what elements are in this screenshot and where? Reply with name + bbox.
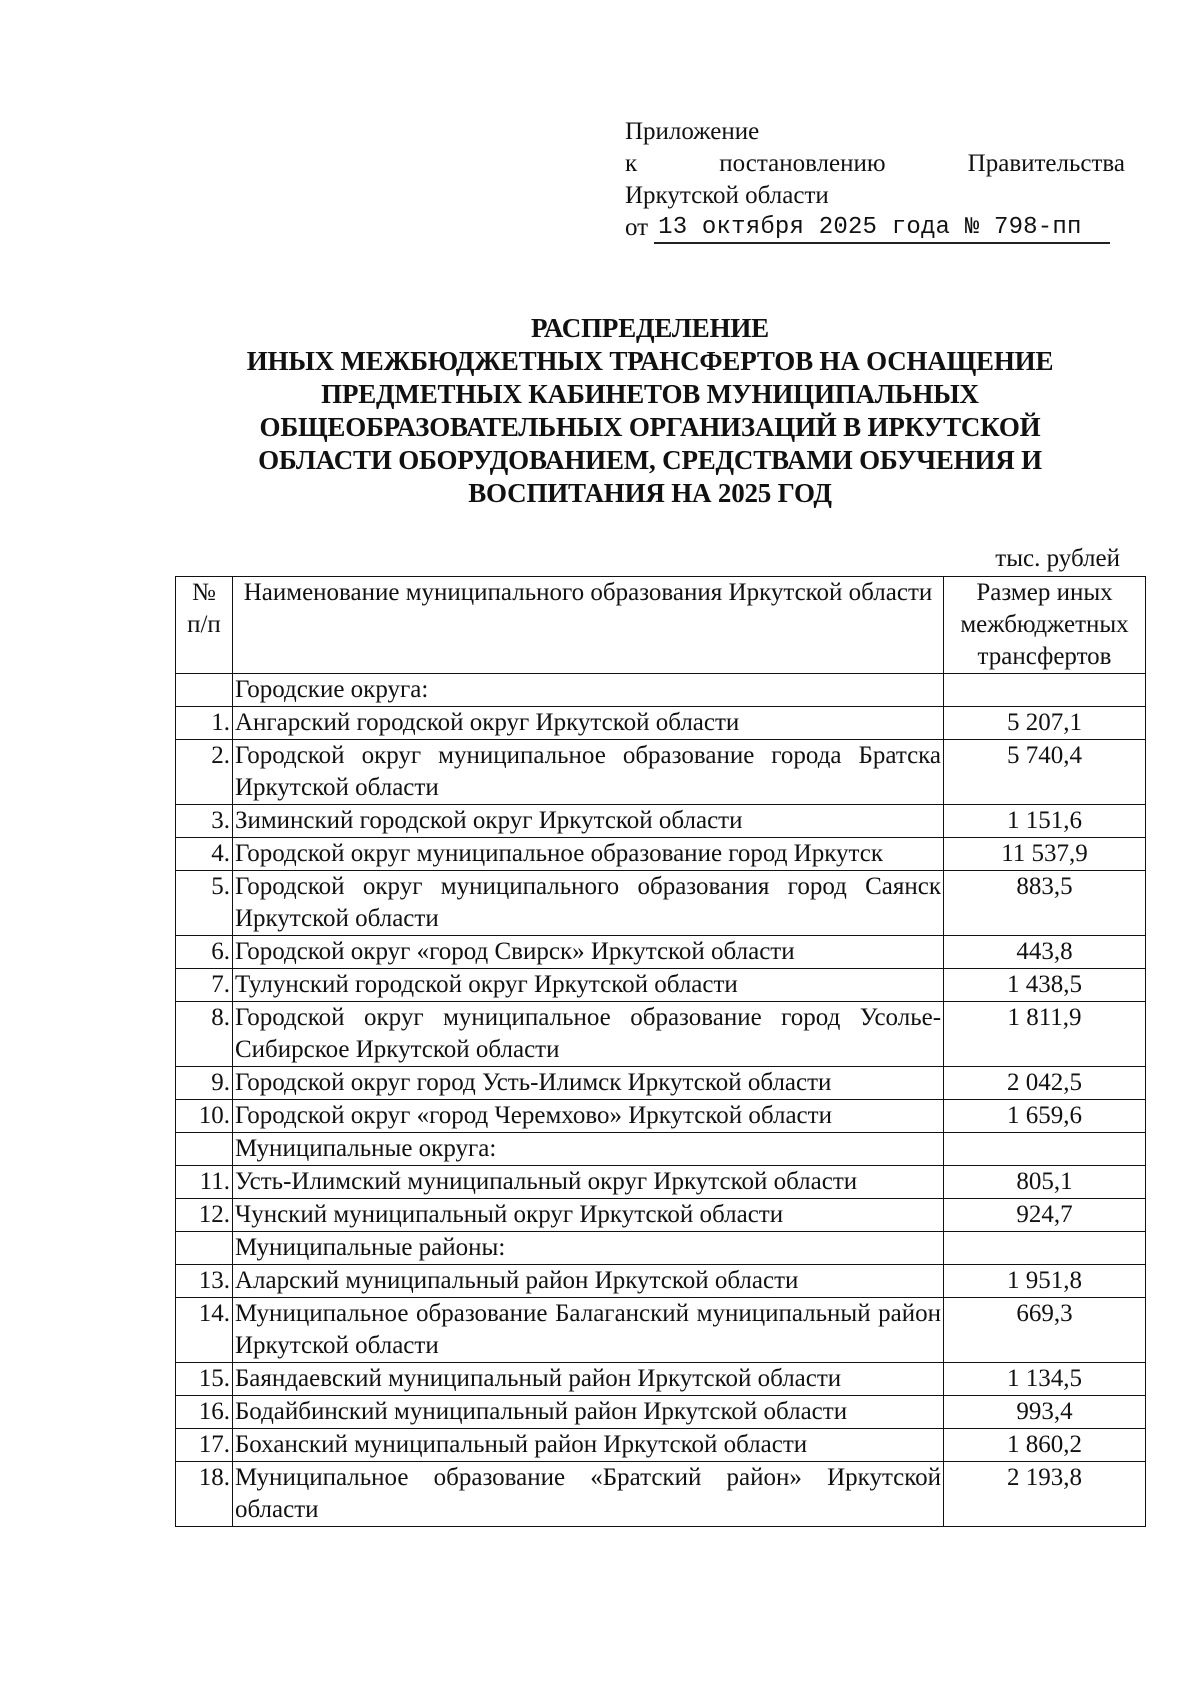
document-title <box>160 312 1140 510</box>
header-number-abbr: п/п <box>187 611 221 638</box>
row-number: 4. <box>176 838 233 871</box>
transfer-amount: 1 811,9 <box>944 1002 1146 1067</box>
transfer-amount: 2 193,8 <box>944 1462 1146 1527</box>
table-row <box>176 1100 1146 1133</box>
appendix-region: Иркутской области <box>625 182 829 209</box>
row-number: 18. <box>176 1462 233 1527</box>
appendix-date-value: 13 октября 2025 года № 798-пп <box>654 214 1110 244</box>
section-value-cell <box>944 1133 1146 1166</box>
row-number: 11. <box>176 1166 233 1199</box>
appendix-date-prefix: от <box>625 214 649 241</box>
municipality-name: Зиминский городской округ Иркутской области <box>232 805 943 838</box>
transfer-amount: 883,5 <box>944 871 1146 936</box>
row-number: 17. <box>176 1429 233 1462</box>
table-header-row <box>176 577 1146 674</box>
transfer-amount: 924,7 <box>944 1199 1146 1232</box>
transfer-amount: 443,8 <box>944 936 1146 969</box>
appendix-block <box>625 116 1125 244</box>
municipality-name: Баяндаевский муниципальный район Иркутской области <box>232 1363 943 1396</box>
header-amount-line: трансфертов <box>977 643 1112 670</box>
appendix-decree-line <box>625 148 1125 180</box>
table-row <box>176 740 1146 805</box>
table-body <box>176 674 1146 1527</box>
table-section-row <box>176 1232 1146 1265</box>
table-row <box>176 1298 1146 1363</box>
row-number: 13. <box>176 1265 233 1298</box>
row-number: 5. <box>176 871 233 936</box>
row-number: 7. <box>176 969 233 1002</box>
municipality-name: Городской округ «город Черемхово» Иркутской области <box>232 1100 943 1133</box>
row-number: 14. <box>176 1298 233 1363</box>
header-transfer-amount <box>944 577 1146 674</box>
municipality-name: Боханский муниципальный район Иркутской области <box>232 1429 943 1462</box>
table-row <box>176 838 1146 871</box>
section-number-cell <box>176 674 233 707</box>
municipality-name: Тулунский городской округ Иркутской области <box>232 969 943 1002</box>
title-line: ОБЩЕОБРАЗОВАТЕЛЬНЫХ ОРГАНИЗАЦИЙ В ИРКУТСКОЙ <box>259 412 1041 442</box>
transfer-amount: 1 151,6 <box>944 805 1146 838</box>
table-row <box>176 1002 1146 1067</box>
appendix-decree-word-3: Правительства <box>967 150 1125 177</box>
row-number: 6. <box>176 936 233 969</box>
section-number-cell <box>176 1232 233 1265</box>
table-row <box>176 1363 1146 1396</box>
municipality-name: Городской округ муниципальное образование города Братска Иркутской области <box>232 740 943 805</box>
transfer-amount: 1 860,2 <box>944 1429 1146 1462</box>
row-number: 16. <box>176 1396 233 1429</box>
municipality-name: Городской округ муниципального образования город Саянск Иркутской области <box>232 871 943 936</box>
transfer-amount: 2 042,5 <box>944 1067 1146 1100</box>
table-section-row <box>176 1133 1146 1166</box>
municipality-name: Городской округ муниципальное образование город Иркутск <box>232 838 943 871</box>
municipality-name: Усть-Илимский муниципальный округ Иркутской области <box>232 1166 943 1199</box>
transfer-amount: 805,1 <box>944 1166 1146 1199</box>
row-number: 8. <box>176 1002 233 1067</box>
transfer-amount: 1 438,5 <box>944 969 1146 1002</box>
title-line: ОБЛАСТИ ОБОРУДОВАНИЕМ, СРЕДСТВАМИ ОБУЧЕНИЯ И <box>258 445 1042 475</box>
transfer-amount: 11 537,9 <box>944 838 1146 871</box>
row-number: 1. <box>176 707 233 740</box>
municipality-name: Бодайбинский муниципальный район Иркутской области <box>232 1396 943 1429</box>
table-row <box>176 1462 1146 1527</box>
units-label: тыс. рублей <box>995 545 1120 572</box>
appendix-label: Приложение <box>625 118 760 145</box>
municipality-name: Муниципальное образование Балаганский муниципальный район Иркутской области <box>232 1298 943 1363</box>
municipality-name: Городской округ город Усть-Илимск Иркутской области <box>232 1067 943 1100</box>
header-number <box>176 577 233 674</box>
table-row <box>176 1199 1146 1232</box>
section-heading: Муниципальные округа: <box>232 1133 943 1166</box>
table-row <box>176 1429 1146 1462</box>
section-heading: Муниципальные районы: <box>232 1232 943 1265</box>
row-number: 9. <box>176 1067 233 1100</box>
table-row <box>176 1396 1146 1429</box>
appendix-decree-word-2: постановлению <box>719 150 886 177</box>
municipality-name: Городской округ муниципальное образование город Усолье-Сибирское Иркутской области <box>232 1002 943 1067</box>
title-line: ПРЕДМЕТНЫХ КАБИНЕТОВ МУНИЦИПАЛЬНЫХ <box>321 379 979 409</box>
row-number: 3. <box>176 805 233 838</box>
table-row <box>176 1166 1146 1199</box>
title-line: ИНЫХ МЕЖБЮДЖЕТНЫХ ТРАНСФЕРТОВ НА ОСНАЩЕНИЕ <box>246 346 1054 376</box>
header-amount-line: межбюджетных <box>960 611 1129 638</box>
section-value-cell <box>944 674 1146 707</box>
row-number: 10. <box>176 1100 233 1133</box>
table-row <box>176 936 1146 969</box>
transfer-amount: 5 740,4 <box>944 740 1146 805</box>
transfer-amount: 5 207,1 <box>944 707 1146 740</box>
appendix-decree-word-1: к <box>625 150 638 177</box>
table-row <box>176 969 1146 1002</box>
transfer-amount: 1 659,6 <box>944 1100 1146 1133</box>
table-section-row <box>176 674 1146 707</box>
transfer-amount: 1 951,8 <box>944 1265 1146 1298</box>
table-row <box>176 871 1146 936</box>
header-amount-line: Размер иных <box>976 579 1113 606</box>
row-number: 12. <box>176 1199 233 1232</box>
transfer-amount: 669,3 <box>944 1298 1146 1363</box>
section-heading: Городские округа: <box>232 674 943 707</box>
row-number: 2. <box>176 740 233 805</box>
section-value-cell <box>944 1232 1146 1265</box>
municipality-name: Чунский муниципальный округ Иркутской области <box>232 1199 943 1232</box>
header-number-symbol: № <box>192 579 216 606</box>
municipality-name: Аларский муниципальный район Иркутской области <box>232 1265 943 1298</box>
row-number: 15. <box>176 1363 233 1396</box>
title-line: ВОСПИТАНИЯ НА 2025 ГОД <box>468 478 832 508</box>
municipality-name: Муниципальное образование «Братский район» Иркутской области <box>232 1462 943 1527</box>
municipality-name: Городской округ «город Свирск» Иркутской области <box>232 936 943 969</box>
table-row <box>176 707 1146 740</box>
table-row <box>176 1265 1146 1298</box>
title-line: РАСПРЕДЕЛЕНИЕ <box>531 313 769 343</box>
transfer-amount: 993,4 <box>944 1396 1146 1429</box>
municipality-name: Ангарский городской округ Иркутской области <box>232 707 943 740</box>
section-number-cell <box>176 1133 233 1166</box>
table-row <box>176 1067 1146 1100</box>
header-municipality: Наименование муниципального образования Иркутской области <box>232 577 943 674</box>
table-row <box>176 805 1146 838</box>
appendix-date-line <box>625 212 1125 244</box>
transfer-amount: 1 134,5 <box>944 1363 1146 1396</box>
transfers-table <box>175 576 1146 1527</box>
